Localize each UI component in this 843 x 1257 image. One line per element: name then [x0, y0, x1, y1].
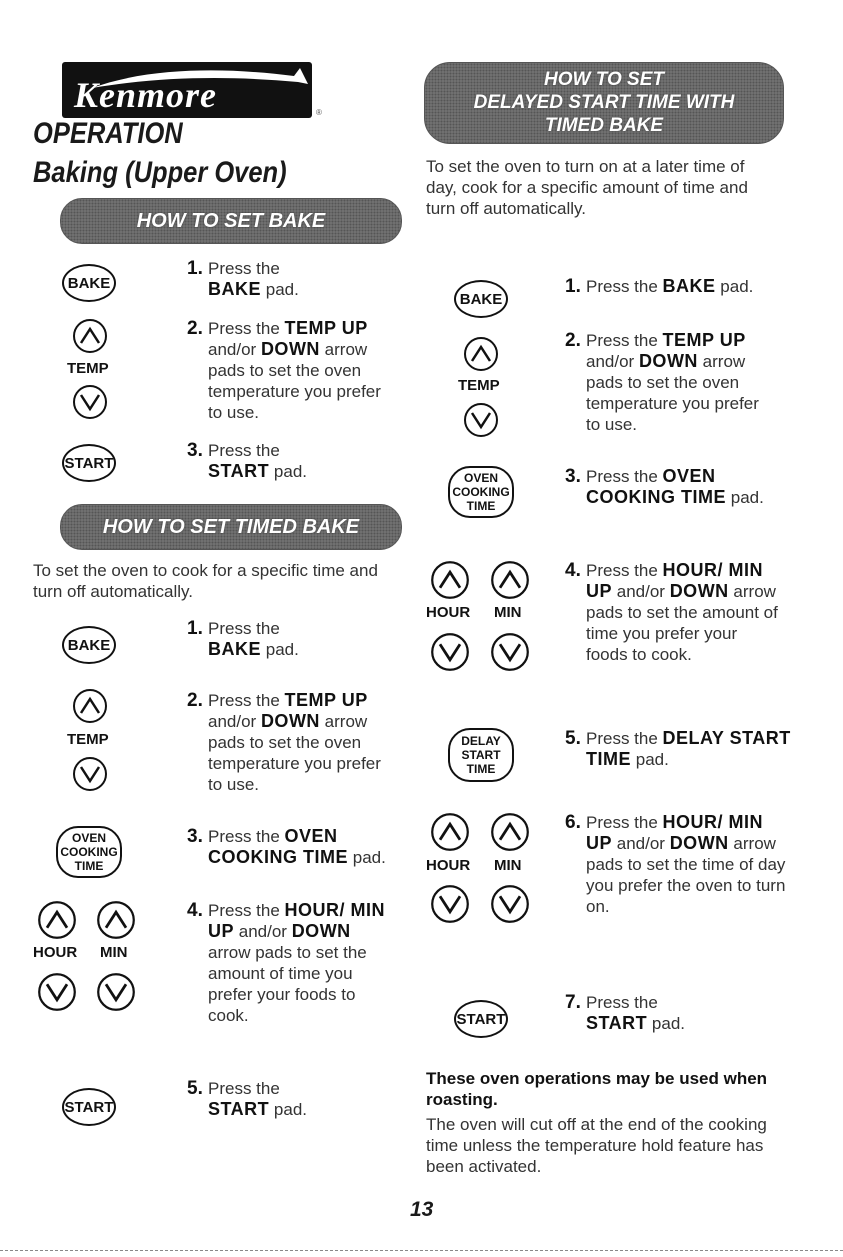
delay-start-time-pad-icon [448, 728, 514, 782]
timed-step-2 [187, 690, 392, 795]
hour-label: HOUR [426, 857, 471, 874]
page-bottom-rule [0, 1250, 843, 1251]
page-number: 13 [410, 1198, 434, 1221]
pad-label: START [64, 1098, 114, 1116]
step-bold: DOWN [260, 339, 320, 359]
timed-intro: To set the oven to cook for a specific time and turn off automatically. [33, 561, 378, 601]
step-text: Press the [586, 993, 658, 1012]
step-bold: OVEN COOKING TIME [208, 826, 348, 867]
step-number: 7. [565, 992, 581, 1013]
step-number: 4. [187, 900, 203, 921]
step-text: arrow pads to set the amount of time you prefer your foods to cook. [208, 943, 367, 1025]
pad-label: OVEN [463, 471, 498, 485]
oven-cooking-time-pad-icon [56, 826, 122, 878]
step-text: Press the [586, 729, 658, 748]
step-text: Press the [586, 277, 658, 296]
step-text: and/or [586, 352, 635, 371]
step-text: Press the [208, 619, 280, 638]
step-number: 3. [187, 826, 203, 847]
step-text: pad. [730, 488, 764, 507]
step-number: 2. [187, 318, 203, 339]
banner-how-to-set-timed-bake [60, 504, 402, 550]
step-text: Press the [208, 691, 280, 710]
step-text: pad. [273, 462, 307, 481]
step-text: Press the [586, 813, 658, 832]
hour-down-arrow-icon [37, 972, 77, 1012]
pad-label: DELAY [461, 734, 501, 748]
section-subtitle: Baking (Upper Oven) [33, 156, 287, 189]
hour-up-arrow-icon [37, 900, 77, 940]
min-down-arrow-icon [96, 972, 136, 1012]
timed-step-5 [187, 1078, 387, 1120]
temp-label: TEMP [67, 360, 109, 377]
banner-how-to-set-delayed-start [424, 62, 784, 144]
step-text: pad. [273, 1100, 307, 1119]
kenmore-logo [62, 62, 312, 118]
pad-label: COOKING [452, 485, 510, 499]
step-number: 2. [565, 330, 581, 351]
step-text: and/or [616, 834, 665, 853]
step-number: 5. [565, 728, 581, 749]
step-bold: HOUR/ MIN UP [208, 900, 386, 941]
delayed-step-2 [565, 330, 775, 435]
step-number: 3. [187, 440, 203, 461]
step-bold: START [208, 461, 270, 481]
step-bold: BAKE [662, 276, 716, 296]
step-text: arrow pads to set the oven temperature you prefer to use. [208, 340, 381, 422]
step-text: pad. [635, 750, 669, 769]
step-text: Press the [208, 319, 280, 338]
start-pad-icon [454, 1000, 508, 1038]
step-text: pad. [720, 277, 754, 296]
delayed-step-7 [565, 992, 765, 1034]
step-text: Press the [208, 827, 280, 846]
temp-up-arrow-icon [72, 318, 108, 354]
timed-step-3 [187, 826, 387, 868]
pad-label: BAKE [67, 274, 111, 292]
step-text: Press the [586, 561, 658, 580]
hour-label: HOUR [33, 944, 78, 961]
start-pad-icon [62, 1088, 116, 1126]
start-pad-icon [62, 444, 116, 482]
bake-step-3 [187, 440, 387, 482]
step-bold: START [586, 1013, 648, 1033]
step-text: arrow pads to set the oven temperature you prefer to use. [586, 352, 759, 434]
step-text: arrow pads to set the oven temperature you prefer to use. [208, 712, 381, 794]
step-bold: TEMP UP [662, 330, 746, 350]
step-bold: DOWN [669, 581, 729, 601]
delayed-step-5 [565, 728, 795, 770]
registered-mark: ® [316, 108, 322, 117]
step-text: and/or [208, 340, 257, 359]
banner-text: HOW TO SET [544, 69, 664, 90]
pad-label: COOKING [60, 845, 118, 859]
step-number: 1. [187, 258, 203, 279]
timed-step-1 [187, 618, 387, 660]
hour-label: HOUR [426, 604, 471, 621]
temp-down-arrow-icon [72, 384, 108, 420]
min-up-arrow-icon [490, 812, 530, 852]
hour-down-arrow-icon [430, 632, 470, 672]
step-bold: BAKE [208, 639, 262, 659]
step-text: pad. [265, 640, 299, 659]
hour-up-arrow-icon [430, 560, 470, 600]
pad-label: OVEN [71, 831, 106, 845]
hour-up-arrow-icon [430, 812, 470, 852]
delayed-step-6 [565, 812, 790, 917]
pad-label: TIME [466, 499, 496, 513]
min-down-arrow-icon [490, 884, 530, 924]
min-down-arrow-icon [490, 632, 530, 672]
step-bold: DOWN [638, 351, 698, 371]
step-text: and/or [616, 582, 665, 601]
bake-pad-icon [62, 264, 116, 302]
step-text: Press the [208, 901, 280, 920]
step-bold: DELAY START TIME [586, 728, 791, 769]
step-text: Press the [586, 467, 658, 486]
temp-down-arrow-icon [463, 402, 499, 438]
logo-brand-text: Kenmore [74, 75, 218, 115]
bake-step-1 [187, 258, 387, 300]
step-bold: HOUR/ MIN UP [586, 812, 764, 853]
temp-up-arrow-icon [72, 688, 108, 724]
pad-label: TIME [74, 859, 104, 873]
step-text: pad. [352, 848, 386, 867]
step-bold: START [208, 1099, 270, 1119]
step-number: 1. [565, 276, 581, 297]
step-bold: DOWN [291, 921, 351, 941]
delayed-step-4 [565, 560, 780, 665]
step-text: and/or [208, 712, 257, 731]
step-text: Press the [208, 259, 280, 278]
hour-down-arrow-icon [430, 884, 470, 924]
section-title: OPERATION [33, 117, 183, 150]
step-number: 6. [565, 812, 581, 833]
bake-pad-icon [454, 280, 508, 318]
timed-step-4 [187, 900, 397, 1026]
temp-label: TEMP [458, 377, 500, 394]
cutoff-note: The oven will cut off at the end of the cooking time unless the temperature hold feature has been activated. [426, 1115, 767, 1176]
bake-pad-icon [62, 626, 116, 664]
pad-label: START [461, 748, 501, 762]
roasting-note: These oven operations may be used when roasting. [426, 1069, 768, 1109]
temp-down-arrow-icon [72, 756, 108, 792]
step-bold: DOWN [260, 711, 320, 731]
step-bold: DOWN [669, 833, 729, 853]
delayed-intro: To set the oven to turn on at a later time of day, cook for a specific amount of time and turn off automatically. [426, 157, 748, 218]
bake-step-2 [187, 318, 387, 423]
pad-label: BAKE [459, 290, 503, 308]
step-text: arrow pads to set the amount of time you prefer your foods to cook. [586, 582, 778, 664]
banner-text: HOW TO SET TIMED BAKE [102, 516, 360, 538]
banner-how-to-set-bake [60, 198, 402, 244]
delayed-step-1 [565, 276, 805, 297]
pad-label: BAKE [67, 636, 111, 654]
step-bold: BAKE [208, 279, 262, 299]
step-bold: TEMP UP [284, 318, 368, 338]
min-up-arrow-icon [490, 560, 530, 600]
step-text: pad. [651, 1014, 685, 1033]
oven-cooking-time-pad-icon [448, 466, 514, 518]
step-text: Press the [208, 441, 280, 460]
pad-label: START [64, 454, 114, 472]
min-label: MIN [494, 857, 522, 874]
banner-text: TIMED BAKE [544, 115, 664, 136]
step-number: 5. [187, 1078, 203, 1099]
pad-label: START [456, 1010, 506, 1028]
banner-text: HOW TO SET BAKE [136, 210, 326, 232]
step-number: 3. [565, 466, 581, 487]
step-bold: HOUR/ MIN UP [586, 560, 764, 601]
step-text: pad. [265, 280, 299, 299]
delayed-step-3 [565, 466, 765, 508]
step-bold: OVEN COOKING TIME [586, 466, 726, 507]
min-label: MIN [494, 604, 522, 621]
step-text: arrow pads to set the time of day you prefer the oven to turn on. [586, 834, 786, 916]
step-number: 4. [565, 560, 581, 581]
step-bold: TEMP UP [284, 690, 368, 710]
step-number: 2. [187, 690, 203, 711]
temp-up-arrow-icon [463, 336, 499, 372]
step-text: Press the [208, 1079, 280, 1098]
min-up-arrow-icon [96, 900, 136, 940]
step-text: and/or [238, 922, 287, 941]
step-text: Press the [586, 331, 658, 350]
pad-label: TIME [466, 762, 496, 776]
min-label: MIN [100, 944, 128, 961]
step-number: 1. [187, 618, 203, 639]
banner-text: DELAYED START TIME WITH [473, 92, 735, 113]
temp-label: TEMP [67, 731, 109, 748]
